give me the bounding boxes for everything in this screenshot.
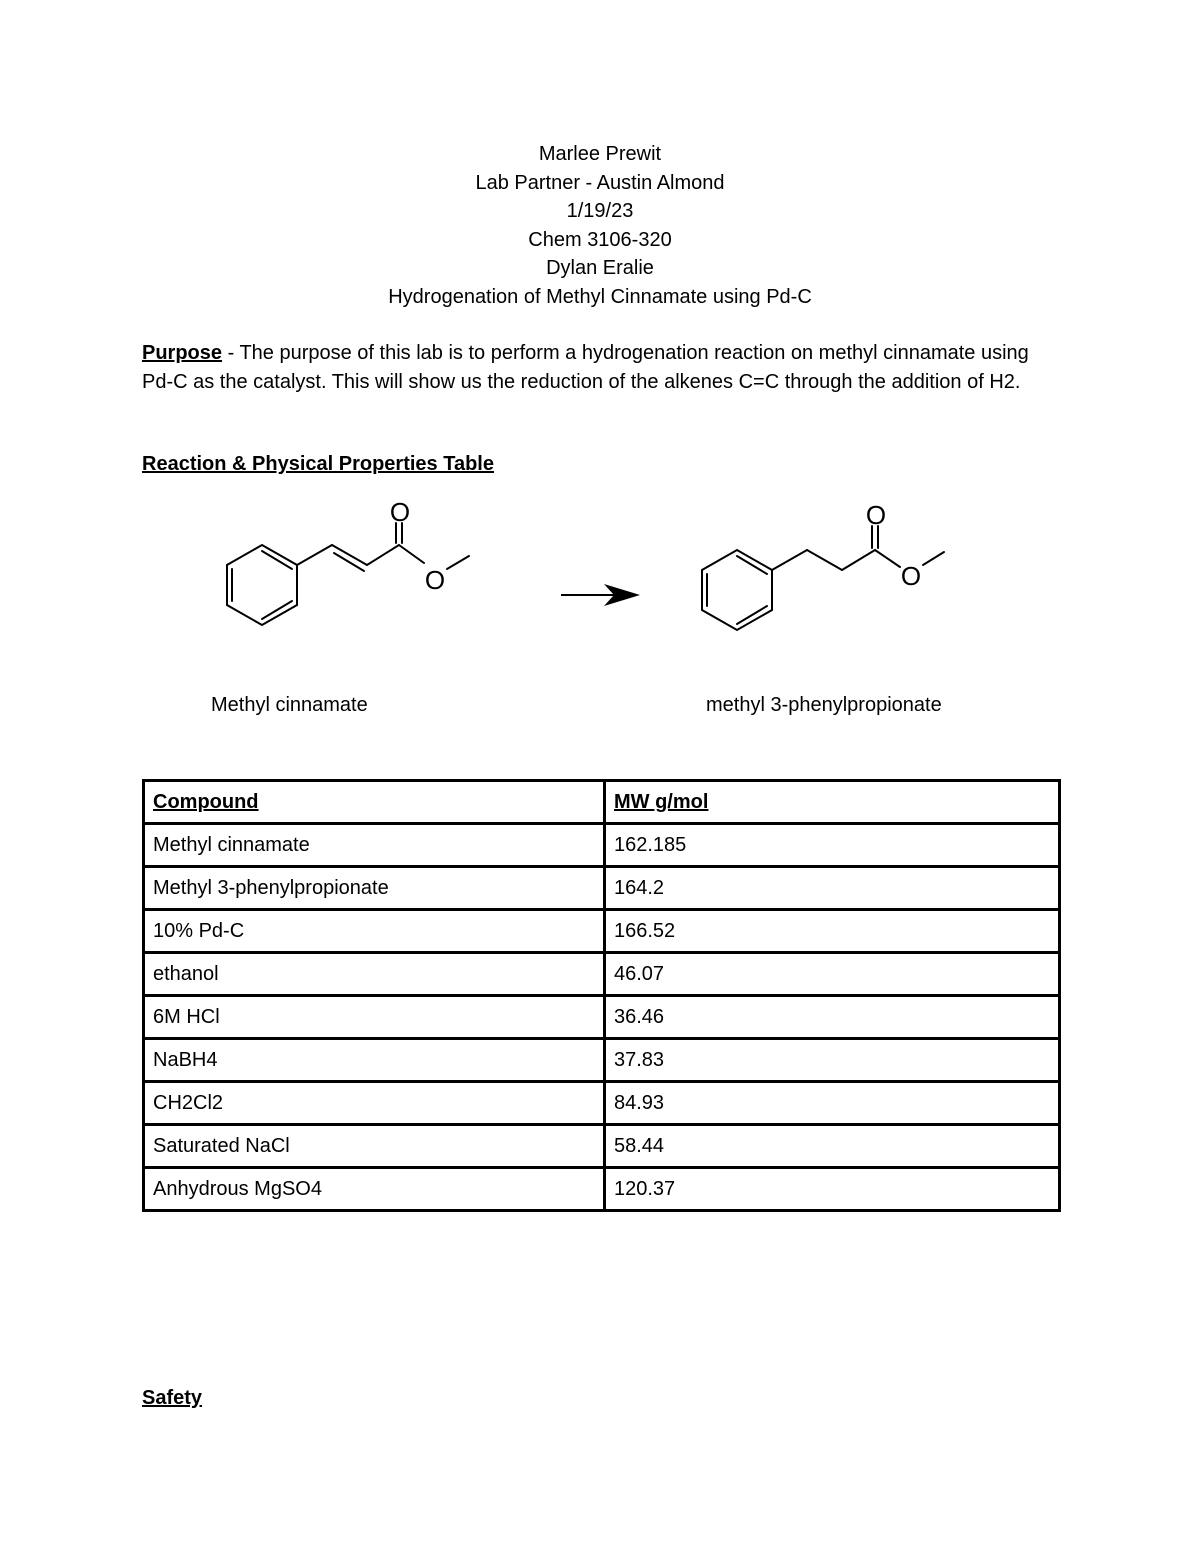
physical-properties-table [142, 779, 1061, 1212]
purpose-text: - The purpose of this lab is to perform a hydrogenation reaction on methyl cinnamate using Pd-C as the catalyst. This will show us the reduction of the alkenes C=C through the addition of H2. [142, 342, 1029, 393]
table-row [144, 910, 1060, 953]
mw-cell: 36.46 [605, 996, 1060, 1039]
header-compound: Compound [144, 781, 605, 824]
compound-cell: Methyl 3-phenylpropionate [144, 867, 605, 910]
mw-cell: 120.37 [605, 1168, 1060, 1211]
alkyl-bond [807, 550, 842, 570]
benzene-ring [702, 550, 772, 630]
document-header [0, 140, 1200, 312]
compound-cell: NaBH4 [144, 1039, 605, 1082]
reaction-scheme [0, 495, 1200, 695]
carbonyl-oxygen-label: O [865, 500, 887, 530]
ester-bond [875, 550, 900, 567]
table-header-row [144, 781, 1060, 824]
table-row [144, 1125, 1060, 1168]
reaction-scheme-svg [0, 495, 1200, 695]
compound-cell: ethanol [144, 953, 605, 996]
author-name: Marlee Prewit [538, 143, 662, 165]
reaction-section-title: Reaction & Physical Properties Table [142, 453, 494, 475]
compound-cell: 6M HCl [144, 996, 605, 1039]
table-row [144, 824, 1060, 867]
methyl-bond [923, 552, 944, 565]
compound-cell: Anhydrous MgSO4 [144, 1168, 605, 1211]
starting-material-label: Methyl cinnamate [211, 694, 368, 716]
mw-cell: 58.44 [605, 1125, 1060, 1168]
header-mw: MW g/mol [605, 781, 1060, 824]
benzene-ring [227, 545, 297, 625]
table-row [144, 996, 1060, 1039]
vinyl-bond [297, 545, 332, 565]
carbonyl-oxygen-label: O [389, 497, 411, 527]
compound-cell: 10% Pd-C [144, 910, 605, 953]
instructor-name: Dylan Eralie [546, 257, 654, 280]
mw-cell: 162.185 [605, 824, 1060, 867]
mw-cell: 46.07 [605, 953, 1060, 996]
compound-cell: Saturated NaCl [144, 1125, 605, 1168]
ester-bond [399, 545, 424, 563]
compound-cell: Methyl cinnamate [144, 824, 605, 867]
ester-oxygen-label: O [424, 565, 446, 595]
table-row [144, 953, 1060, 996]
mw-cell: 164.2 [605, 867, 1060, 910]
reaction-arrow [561, 584, 640, 606]
purpose-paragraph [142, 339, 1062, 396]
table-row [144, 1082, 1060, 1125]
lab-partner: Lab Partner - Austin Almond [475, 171, 725, 194]
mw-cell: 37.83 [605, 1039, 1060, 1082]
alkyl-bond [772, 550, 807, 570]
safety-section-title: Safety [142, 1387, 203, 1409]
lab-date: 1/19/23 [566, 200, 634, 223]
mw-cell: 166.52 [605, 910, 1060, 953]
methyl-bond [447, 556, 469, 569]
carbonyl-carbon-bond [842, 550, 875, 570]
purpose-label: Purpose [142, 342, 223, 364]
lab-title: Hydrogenation of Methyl Cinnamate using Pd-C [388, 285, 812, 308]
compound-cell: CH2Cl2 [144, 1082, 605, 1125]
table-row [144, 1168, 1060, 1211]
mw-cell: 84.93 [605, 1082, 1060, 1125]
product-label: methyl 3-phenylpropionate [706, 694, 942, 716]
ester-oxygen-label: O [900, 561, 922, 591]
course-number: Chem 3106-320 [528, 228, 672, 251]
table-row [144, 867, 1060, 910]
table-row [144, 1039, 1060, 1082]
carbonyl-carbon-bond [367, 545, 399, 565]
